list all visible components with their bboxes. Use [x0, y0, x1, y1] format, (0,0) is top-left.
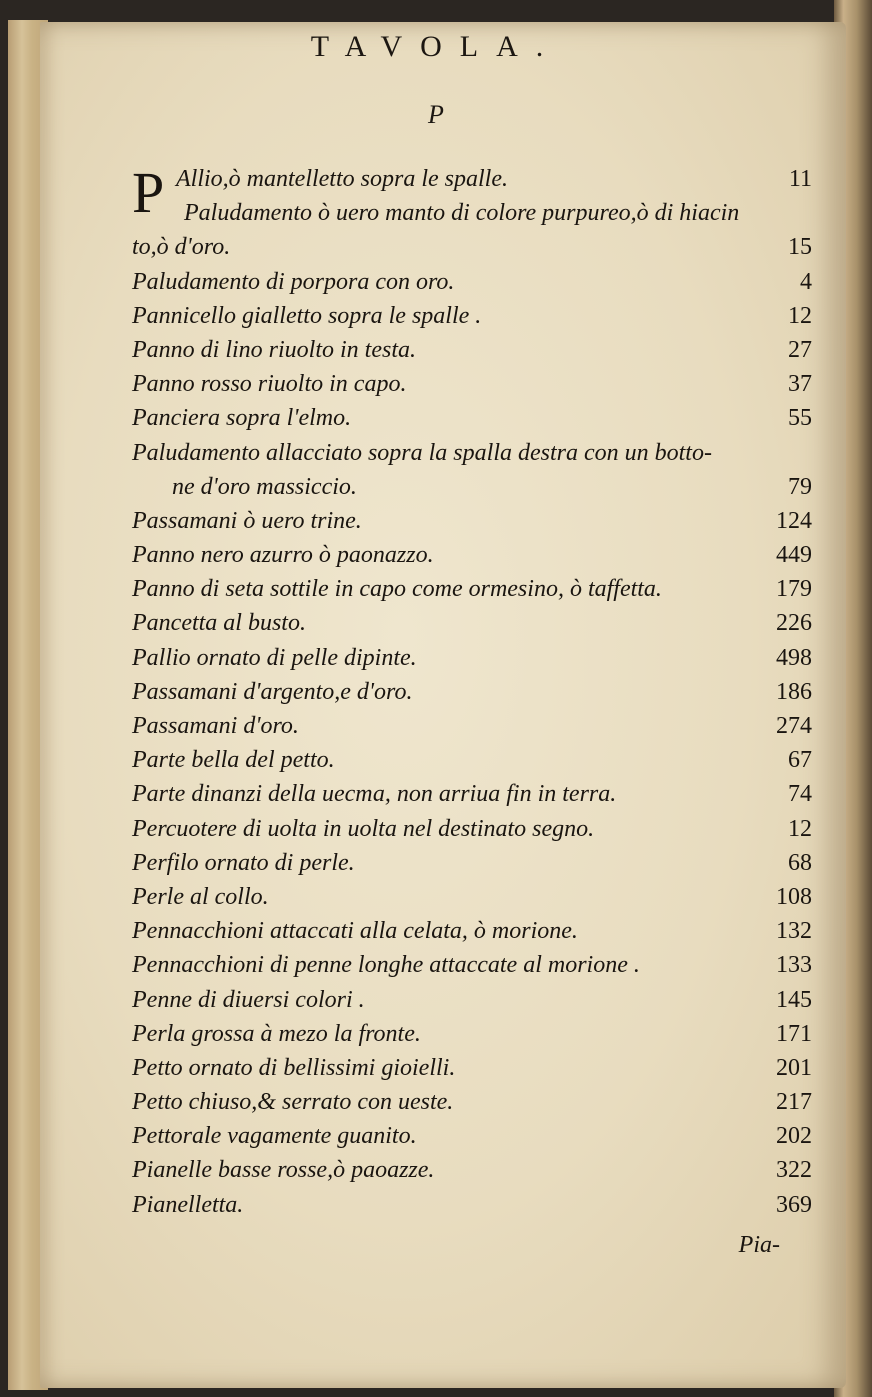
entry-page-number: 202: [776, 1123, 812, 1150]
index-entry: [132, 983, 812, 1017]
entry-page-number: 449: [776, 542, 812, 569]
entry-page-number: 15: [788, 234, 812, 261]
index-entry: [132, 401, 812, 435]
entry-text: Parte dinanzi della ueста, non arriua fin in terra.: [132, 781, 617, 808]
entry-text: Panno rosso riuolto in capo.: [132, 371, 407, 398]
entry-page-number: 171: [776, 1020, 812, 1047]
entry-page-number: 201: [776, 1054, 812, 1081]
index-entry: [132, 1119, 812, 1153]
index-entry: [132, 538, 812, 572]
index-entry: [132, 162, 812, 196]
index-entry: [132, 367, 812, 401]
entry-text: Perfilo ornato di perle.: [132, 849, 355, 876]
entry-text: Pennacchioni di penne longhe attaccate al morione .: [132, 952, 640, 979]
entry-text: Panciera sopra l'elmo.: [132, 405, 352, 432]
entry-text: Perle al collo.: [132, 883, 269, 910]
entry-text: Petto ornato di bellissimi gioielli.: [132, 1054, 456, 1081]
entry-text: Pianelle basse rosse,ò paoazze.: [132, 1157, 435, 1184]
entry-text: Percuotere di uolta in uolta nel destinato segno.: [132, 815, 595, 842]
index-entries: [132, 162, 812, 1222]
entry-page-number: 108: [776, 883, 812, 910]
entry-text: Panno di seta sottile in capo come ormesino, ò taffetta.: [132, 576, 662, 603]
entry-text: Paludamento di porpora con oro.: [132, 268, 455, 295]
entry-page-number: 68: [788, 849, 812, 876]
entry-page-number: 12: [788, 302, 812, 329]
entry-text: Pallio ornato di pelle dipinte.: [132, 644, 417, 671]
index-entry: [132, 948, 812, 982]
index-entry: [132, 299, 812, 333]
index-entry: [132, 914, 812, 948]
entry-text: Paludamento ò uero manto di colore purpureo,ò di hiacin: [184, 200, 740, 227]
page-header: TAVOLA.: [310, 30, 562, 63]
index-entry: [132, 743, 812, 777]
index-entry: [132, 846, 812, 880]
index-entry: [132, 1188, 812, 1222]
entry-page-number: 498: [776, 644, 812, 671]
entry-text: Allio,ò mantelletto sopra le spalle.: [176, 166, 508, 192]
index-entry: [132, 265, 812, 299]
entry-text: Passamani ò uero trine.: [132, 507, 362, 534]
entry-page-number: 12: [788, 815, 812, 842]
entry-page-number: 133: [776, 952, 812, 979]
entry-page-number: 179: [776, 576, 812, 603]
entry-page-number: 74: [788, 781, 812, 808]
entry-text: Paludamento allacciato sopra la spalla destra con un botto-: [132, 439, 712, 466]
entry-page-number: 11: [788, 166, 812, 192]
index-entry: [132, 812, 812, 846]
index-entry: [132, 1051, 812, 1085]
entry-text: Petto chiuso,& serrato con ueste.: [132, 1089, 454, 1116]
entry-page-number: 145: [776, 986, 812, 1013]
entry-text: to,ò d'oro.: [132, 234, 231, 261]
entry-page-number: 226: [776, 610, 812, 637]
index-entry: [132, 436, 812, 470]
index-entry: [132, 470, 812, 504]
entry-page-number: 217: [776, 1089, 812, 1116]
entry-text: Perla grossa à mezo la fronte.: [132, 1020, 421, 1047]
entry-text: Pianelletta.: [132, 1191, 244, 1218]
entry-page-number: 67: [788, 747, 812, 774]
index-entry: [132, 641, 812, 675]
index-entry: [132, 777, 812, 811]
entry-text: Passamani d'argento,e d'oro.: [132, 678, 413, 705]
entry-page-number: 55: [788, 405, 812, 432]
index-entry: [132, 230, 812, 264]
index-entry: [132, 675, 812, 709]
index-entry: [132, 196, 812, 230]
index-entry: [132, 1017, 812, 1051]
entry-page-number: 37: [788, 371, 812, 398]
entry-page-number: 274: [776, 713, 812, 739]
entry-page-number: 4: [800, 268, 812, 295]
index-entry: [132, 333, 812, 367]
entry-text: Pancetta al busto.: [132, 610, 306, 637]
index-entry: [132, 572, 812, 606]
entry-text: Passamani d'oro.: [132, 713, 299, 739]
index-entry: [132, 1153, 812, 1187]
entry-page-number: 132: [776, 918, 812, 945]
entry-page-number: 79: [788, 473, 812, 500]
drop-cap: P: [132, 160, 165, 225]
index-entry: [132, 709, 812, 743]
entry-text: Panno nero azurro ò paonazzo.: [132, 542, 434, 569]
entry-page-number: 369: [776, 1191, 812, 1218]
entry-text: ne d'oro massiccio.: [172, 473, 357, 500]
index-entry: [132, 606, 812, 640]
index-entry: [132, 1085, 812, 1119]
index-entry: [132, 880, 812, 914]
entry-text: Penne di diuersi colori .: [132, 986, 365, 1013]
entry-text: Parte bella del petto.: [132, 747, 335, 774]
entry-text: Panno di lino riuolto in testa.: [132, 336, 417, 363]
index-entry: [132, 504, 812, 538]
entry-page-number: 322: [776, 1157, 812, 1184]
section-letter: P: [428, 100, 444, 129]
entry-text: Pannicello gialletto sopra le spalle .: [132, 302, 482, 329]
entry-text: Pettorale vagamente guanito.: [132, 1123, 417, 1150]
entry-text: Pennacchioni attaccati alla celata, ò morione.: [132, 918, 578, 945]
entry-page-number: 27: [788, 336, 812, 363]
entry-page-number: 186: [776, 678, 812, 705]
catchword: Pia-: [738, 1232, 780, 1258]
entry-page-number: 124: [776, 507, 812, 534]
